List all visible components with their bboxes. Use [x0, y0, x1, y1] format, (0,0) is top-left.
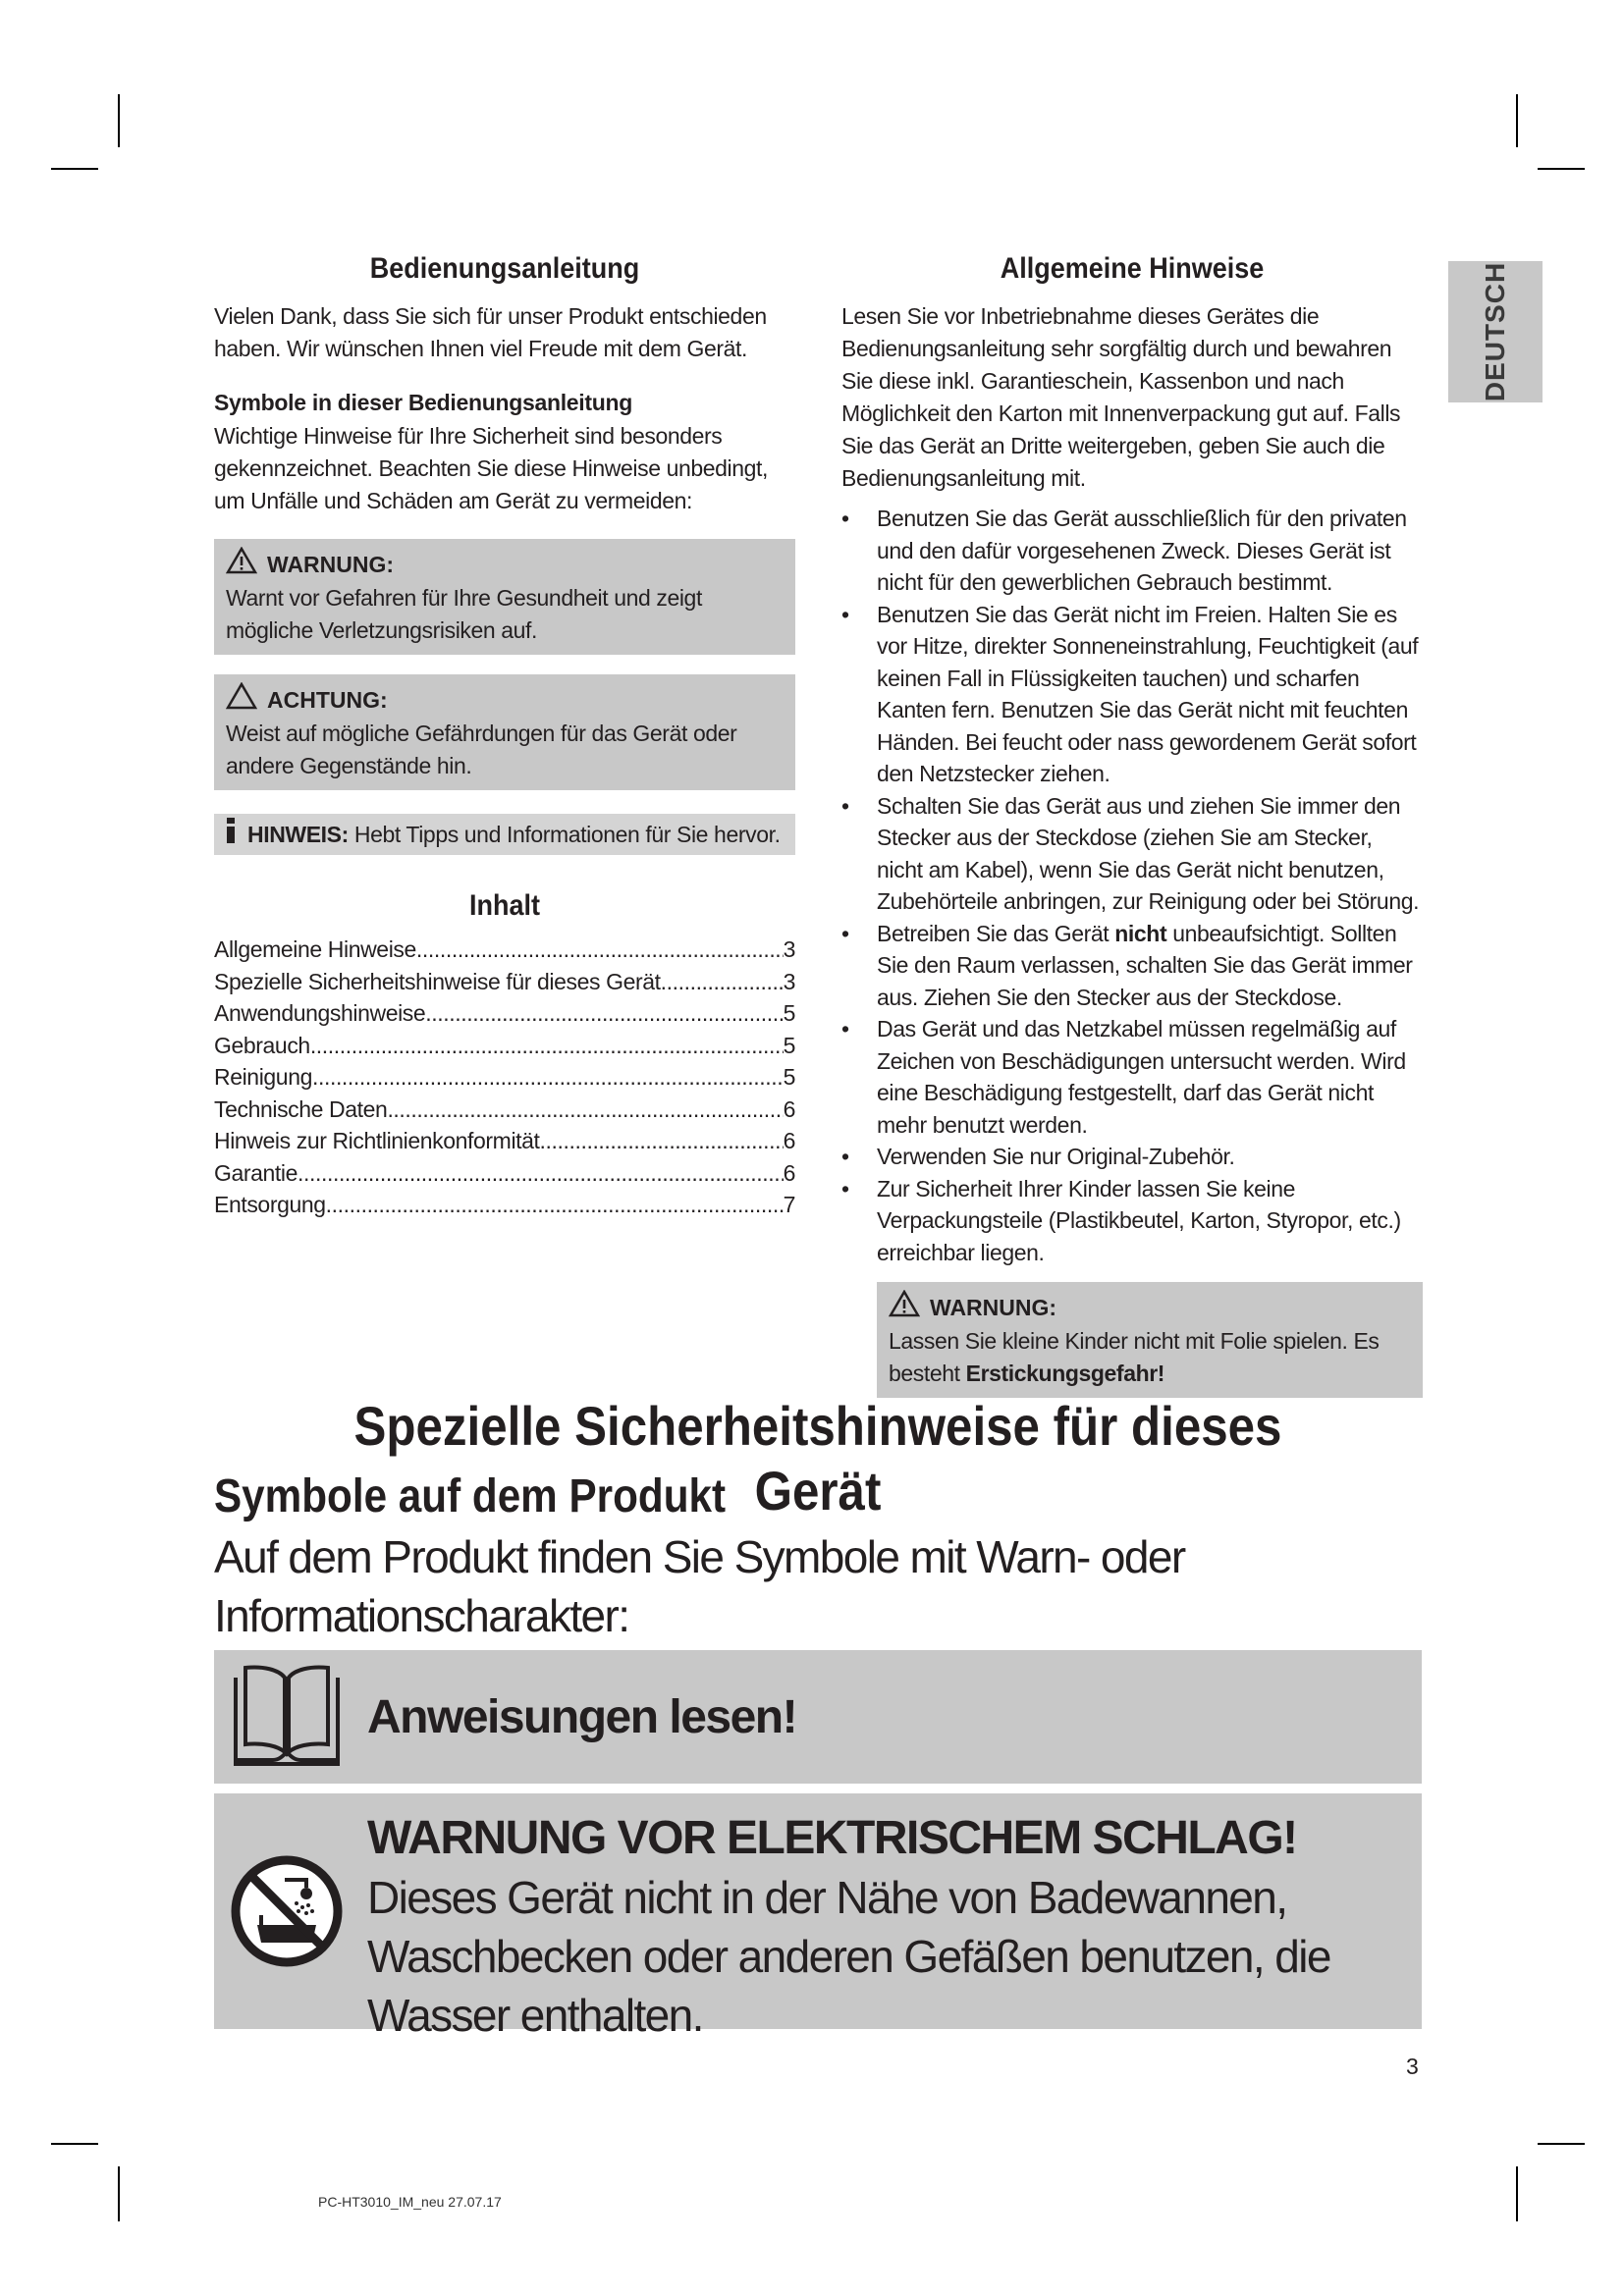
list-item: • Benutzen Sie das Gerät ausschließlich für den privaten und den dafür vorgesehenen Zweck. Dieses Gerät ist nicht für den gewerblichen Gebrauch bestimmt.	[841, 503, 1423, 599]
toc-page: 6	[783, 1159, 795, 1186]
list-item-text: Betreiben Sie das Gerät	[877, 920, 1115, 946]
toc-row[interactable]	[214, 966, 795, 998]
special-safety-title: Spezielle Sicherheitshinweise für dieses Gerät	[353, 1395, 1282, 1522]
document-code: PC-HT3010_IM_neu 27.07.17	[318, 2194, 502, 2210]
toc-page: 6	[783, 1128, 795, 1153]
toc-page: 3	[783, 936, 795, 962]
children-warning-box	[877, 1282, 1423, 1398]
crop-mark	[1538, 168, 1585, 170]
product-symbols-title: Symbole auf dem Produkt	[214, 1470, 727, 1522]
toc-title: Inhalt	[469, 889, 540, 922]
toc-row[interactable]	[214, 1189, 795, 1221]
hint-box	[214, 814, 795, 855]
toc-row[interactable]	[214, 1061, 795, 1094]
warning-label: WARNUNG:	[930, 1295, 1057, 1320]
warning-label: WARNUNG:	[267, 552, 395, 577]
toc-row[interactable]	[214, 1094, 795, 1126]
general-intro: Lesen Sie vor Inbetriebnahme dieses Gerätes die Bedienungsanleitung sehr sorgfältig durch und bewahren Sie diese inkl. Garantieschein, Kassenbon und nach Möglichkeit den Karton mit Innenverpackung gut auf. Falls Sie das Gerät an Dritte weitergeben, geben Sie auch die Bedienungsanleitung mit.	[841, 303, 1401, 491]
crop-mark	[118, 94, 120, 147]
symbols-heading: Symbole in dieser Bedienungsanleitung	[214, 390, 632, 415]
crop-mark	[1516, 2166, 1518, 2221]
list-item-text: unbeaufsichtigt. Sollten Sie den Raum verlassen, schalten Sie das Gerät immer aus. Ziehen Sie den Stecker aus der Steckdose.	[877, 920, 1413, 1010]
caution-box	[214, 674, 795, 790]
electric-shock-warning-box	[214, 1793, 1422, 2041]
toc-entry-title: Anwendungshinweise	[214, 1000, 426, 1026]
crop-mark	[51, 2143, 98, 2145]
product-symbols-intro: Auf dem Produkt finden Sie Symbole mit Warn- oder Informationscharakter:	[214, 1531, 1185, 1641]
list-item: • Verwenden Sie nur Original-Zubehör.	[841, 1141, 1423, 1173]
toc-row[interactable]	[214, 997, 795, 1030]
toc-row[interactable]	[214, 1030, 795, 1062]
toc-entry-title: Garantie	[214, 1159, 298, 1186]
toc-entry-title: Hinweis zur Richtlinienkonformität	[214, 1128, 540, 1153]
list-item	[841, 918, 1423, 1014]
read-instructions-label: Anweisungen lesen!	[367, 1690, 797, 1743]
caution-text: Weist auf mögliche Gefährdungen für das Gerät oder andere Gegenstände hin.	[226, 721, 737, 778]
toc-page: 5	[783, 1000, 795, 1026]
toc-entry-title: Technische Daten	[214, 1095, 388, 1122]
toc-page: 5	[783, 1032, 795, 1058]
hint-text: Hebt Tipps und Informationen für Sie hervor.	[353, 822, 781, 847]
toc-row[interactable]	[214, 934, 795, 966]
warning-emphasis: Erstickungsgefahr!	[965, 1361, 1165, 1386]
crop-mark	[1538, 2143, 1585, 2145]
crop-mark	[118, 2166, 120, 2221]
toc-page: 6	[783, 1095, 795, 1122]
crop-mark	[1516, 94, 1518, 147]
language-tab	[1448, 261, 1543, 402]
open-book-icon	[214, 1650, 359, 1784]
list-item: • Zur Sicherheit Ihrer Kinder lassen Sie keine Verpackungsteile (Plastikbeutel, Karton, Styropor, etc.) erreichbar liegen.	[841, 1173, 1423, 1269]
list-item: • Das Gerät und das Netzkabel müssen regelmäßig auf Zeichen von Beschädigungen untersucht werden. Wird eine Beschädigung festgestellt, darf das Gerät nicht mehr benutzt werden.	[841, 1013, 1423, 1141]
crop-mark	[51, 168, 98, 170]
thanks-text: Vielen Dank, dass Sie sich für unser Produkt entschieden haben. Wir wünschen Ihnen viel Freude mit dem Gerät.	[214, 303, 767, 361]
page-number: 3	[1406, 2054, 1419, 2079]
list-item: • Benutzen Sie das Gerät nicht im Freien. Halten Sie es vor Hitze, direkter Sonneneinstrahlung, Feuchtigkeit (auf keinen Fall in Flüssigkeiten tauchen) und scharfen Kanten fern. Benutzen Sie das Gerät nicht mit feuchten Händen. Bei feucht oder nass gewordenem Gerät sofort den Netzstecker ziehen.	[841, 599, 1423, 790]
table-of-contents	[214, 934, 795, 1221]
toc-page: 3	[783, 968, 795, 994]
toc-page: 5	[783, 1064, 795, 1090]
left-column	[214, 251, 795, 1221]
toc-entry-title: Reinigung	[214, 1064, 312, 1090]
symbols-text: Wichtige Hinweise für Ihre Sicherheit sind besonders gekennzeichnet. Beachten Sie diese Hinweise unbedingt, um Unfälle und Schäden am Gerät zu vermeiden:	[214, 423, 769, 513]
toc-page: 7	[783, 1192, 795, 1217]
right-column	[841, 251, 1423, 1398]
manual-title: Bedienungsanleitung	[369, 252, 640, 285]
language-tab-label: DEUTSCH	[1480, 261, 1510, 402]
list-item-emphasis: nicht	[1114, 920, 1167, 946]
toc-entry-title: Entsorgung	[214, 1192, 326, 1217]
toc-entry-title: Spezielle Sicherheitshinweise für dieses Gerät	[214, 968, 661, 994]
info-icon	[224, 818, 238, 851]
no-water-prohibition-icon	[214, 1793, 359, 2029]
toc-entry-title: Gebrauch	[214, 1032, 310, 1058]
warning-text: Warnt vor Gefahren für Ihre Gesundheit und zeigt mögliche Verletzungsrisiken auf.	[226, 585, 702, 643]
read-instructions-box	[214, 1650, 1422, 1784]
caution-label: ACHTUNG:	[267, 687, 388, 713]
toc-entry-title: Allgemeine Hinweise	[214, 936, 416, 962]
warning-triangle-icon	[226, 547, 257, 582]
warning-triangle-icon	[889, 1290, 920, 1325]
general-notes-title: Allgemeine Hinweise	[1000, 252, 1265, 285]
warning-text: Lassen Sie kleine Kinder nicht mit Folie spielen. Es besteht	[889, 1328, 1380, 1386]
warning-box	[214, 539, 795, 655]
electric-shock-text: Dieses Gerät nicht in der Nähe von Badewannen, Waschbecken oder anderen Gefäßen benutzen, die Wasser enthalten.	[367, 1872, 1330, 2041]
caution-triangle-icon	[226, 682, 257, 718]
hint-label: HINWEIS:	[247, 822, 349, 847]
safety-list	[841, 503, 1423, 1268]
toc-row[interactable]	[214, 1157, 795, 1190]
electric-shock-label: WARNUNG VOR ELEKTRISCHEM SCHLAG!	[367, 1812, 1297, 1864]
list-item: • Schalten Sie das Gerät aus und ziehen Sie immer den Stecker aus der Steckdose (ziehen Sie am Stecker, nicht am Kabel), wenn Sie das Gerät nicht benutzen, Zubehörteile anbringen, zur Reinigung oder bei Störung.	[841, 790, 1423, 918]
toc-row[interactable]	[214, 1125, 795, 1157]
